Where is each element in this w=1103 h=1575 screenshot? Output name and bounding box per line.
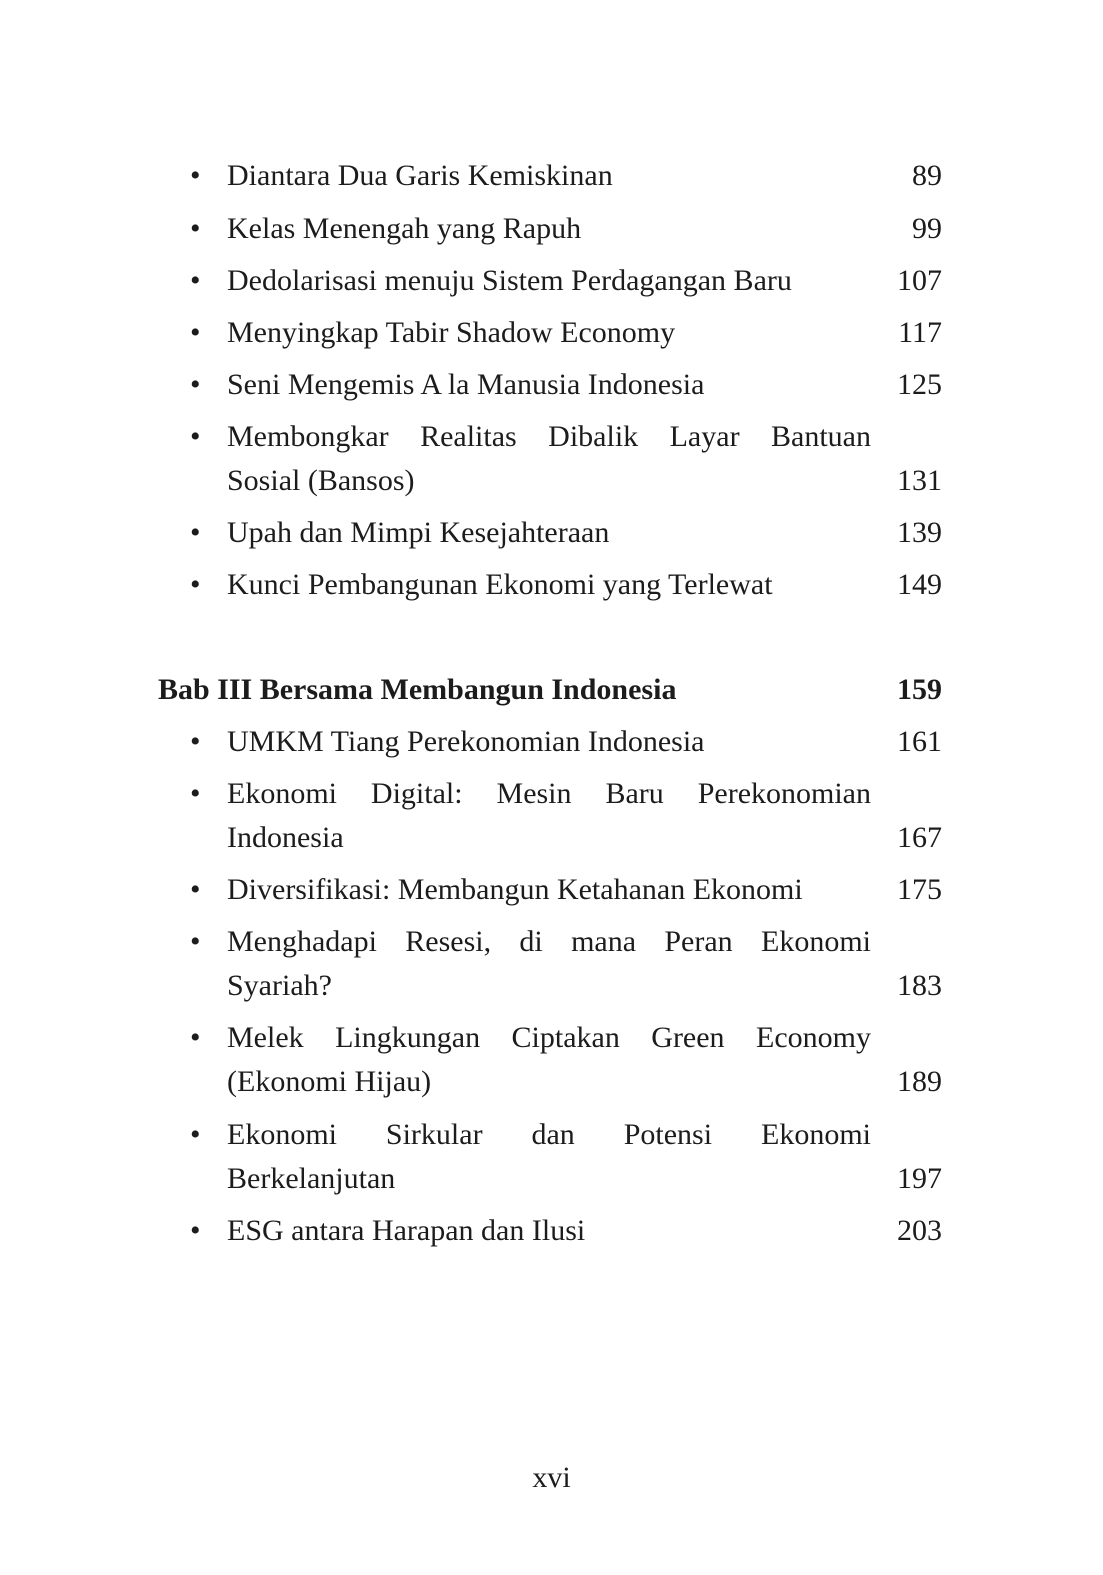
toc-entry-page: 175 bbox=[897, 873, 942, 906]
toc-entry-title: Kunci Pembangunan Ekonomi yang Terlewat bbox=[227, 568, 773, 601]
bullet: • bbox=[190, 1214, 201, 1247]
toc-entry-title: Diantara Dua Garis Kemiskinan bbox=[227, 159, 613, 192]
toc-entry-title bbox=[227, 920, 871, 1008]
toc-entry-title: Diversifikasi: Membangun Ketahanan Ekonomi bbox=[227, 873, 803, 906]
bullet: • bbox=[190, 516, 201, 549]
toc-entry-title: Dedolarisasi menuju Sistem Perdagangan Baru bbox=[227, 264, 792, 297]
chapter-heading bbox=[158, 668, 942, 712]
bullet: • bbox=[190, 316, 201, 349]
toc-entry-title: Seni Mengemis A la Manusia Indonesia bbox=[227, 368, 705, 401]
toc-entry-title-line: Menghadapi Resesi, di mana Peran Ekonomi bbox=[227, 925, 871, 958]
toc-entry-page: 189 bbox=[897, 1065, 942, 1098]
bullet: • bbox=[190, 925, 201, 958]
toc-entry-title-line: Sosial (Bansos) bbox=[227, 464, 415, 497]
toc-entry-title-line: Berkelanjutan bbox=[227, 1162, 396, 1195]
toc-entry-title-line: Ekonomi Digital: Mesin Baru Perekonomian bbox=[227, 777, 871, 810]
bullet: • bbox=[190, 368, 201, 401]
bullet: • bbox=[190, 420, 201, 453]
toc-entry-page: 99 bbox=[912, 212, 942, 245]
toc-entry-page: 203 bbox=[897, 1214, 942, 1247]
bullet: • bbox=[190, 873, 201, 906]
toc-entry-title-line: Ekonomi Sirkular dan Potensi Ekonomi bbox=[227, 1118, 871, 1151]
page-number: xvi bbox=[532, 1461, 571, 1494]
toc-entry-page: 149 bbox=[897, 568, 942, 601]
toc-entry-title: UMKM Tiang Perekonomian Indonesia bbox=[227, 725, 705, 758]
toc-entry-title-line: Melek Lingkungan Ciptakan Green Economy bbox=[227, 1021, 871, 1054]
toc-entry-page: 131 bbox=[897, 464, 942, 497]
toc-entry-title-line: Indonesia bbox=[227, 821, 344, 854]
toc-entry-page: 107 bbox=[897, 264, 942, 297]
chapter-title: Bab III Bersama Membangun Indonesia bbox=[158, 673, 677, 706]
bullet: • bbox=[190, 1118, 201, 1151]
bullet: • bbox=[190, 212, 201, 245]
toc-entry-page: 117 bbox=[898, 316, 942, 349]
toc-entry-title bbox=[227, 415, 871, 503]
toc-entry-page: 139 bbox=[897, 516, 942, 549]
toc-entry-page: 89 bbox=[912, 159, 942, 192]
toc-entry-page: 167 bbox=[897, 821, 942, 854]
bullet: • bbox=[190, 264, 201, 297]
toc-entry-title: Kelas Menengah yang Rapuh bbox=[227, 212, 582, 245]
toc-entry-title: ESG antara Harapan dan Ilusi bbox=[227, 1214, 586, 1247]
toc-entry-title-line: Syariah? bbox=[227, 969, 332, 1002]
toc-entry-title-line: (Ekonomi Hijau) bbox=[227, 1065, 432, 1098]
toc-entry-page: 197 bbox=[897, 1162, 942, 1195]
toc-entry-page: 183 bbox=[897, 969, 942, 1002]
bullet: • bbox=[190, 777, 201, 810]
bullet: • bbox=[190, 1021, 201, 1054]
toc-entry-title: Menyingkap Tabir Shadow Economy bbox=[227, 316, 676, 349]
bullet: • bbox=[190, 725, 201, 758]
toc-entry-page: 125 bbox=[897, 368, 942, 401]
toc-entry-title-line: Membongkar Realitas Dibalik Layar Bantuan bbox=[227, 420, 871, 453]
chapter-page: 159 bbox=[897, 673, 942, 706]
toc-entry-page: 161 bbox=[897, 725, 942, 758]
bullet: • bbox=[190, 568, 201, 601]
toc-entry-title bbox=[227, 772, 871, 860]
bullet: • bbox=[190, 159, 201, 192]
toc-entry-title bbox=[227, 1113, 871, 1201]
toc-entry-title bbox=[227, 1016, 871, 1104]
toc-entry-title: Upah dan Mimpi Kesejahteraan bbox=[227, 516, 610, 549]
